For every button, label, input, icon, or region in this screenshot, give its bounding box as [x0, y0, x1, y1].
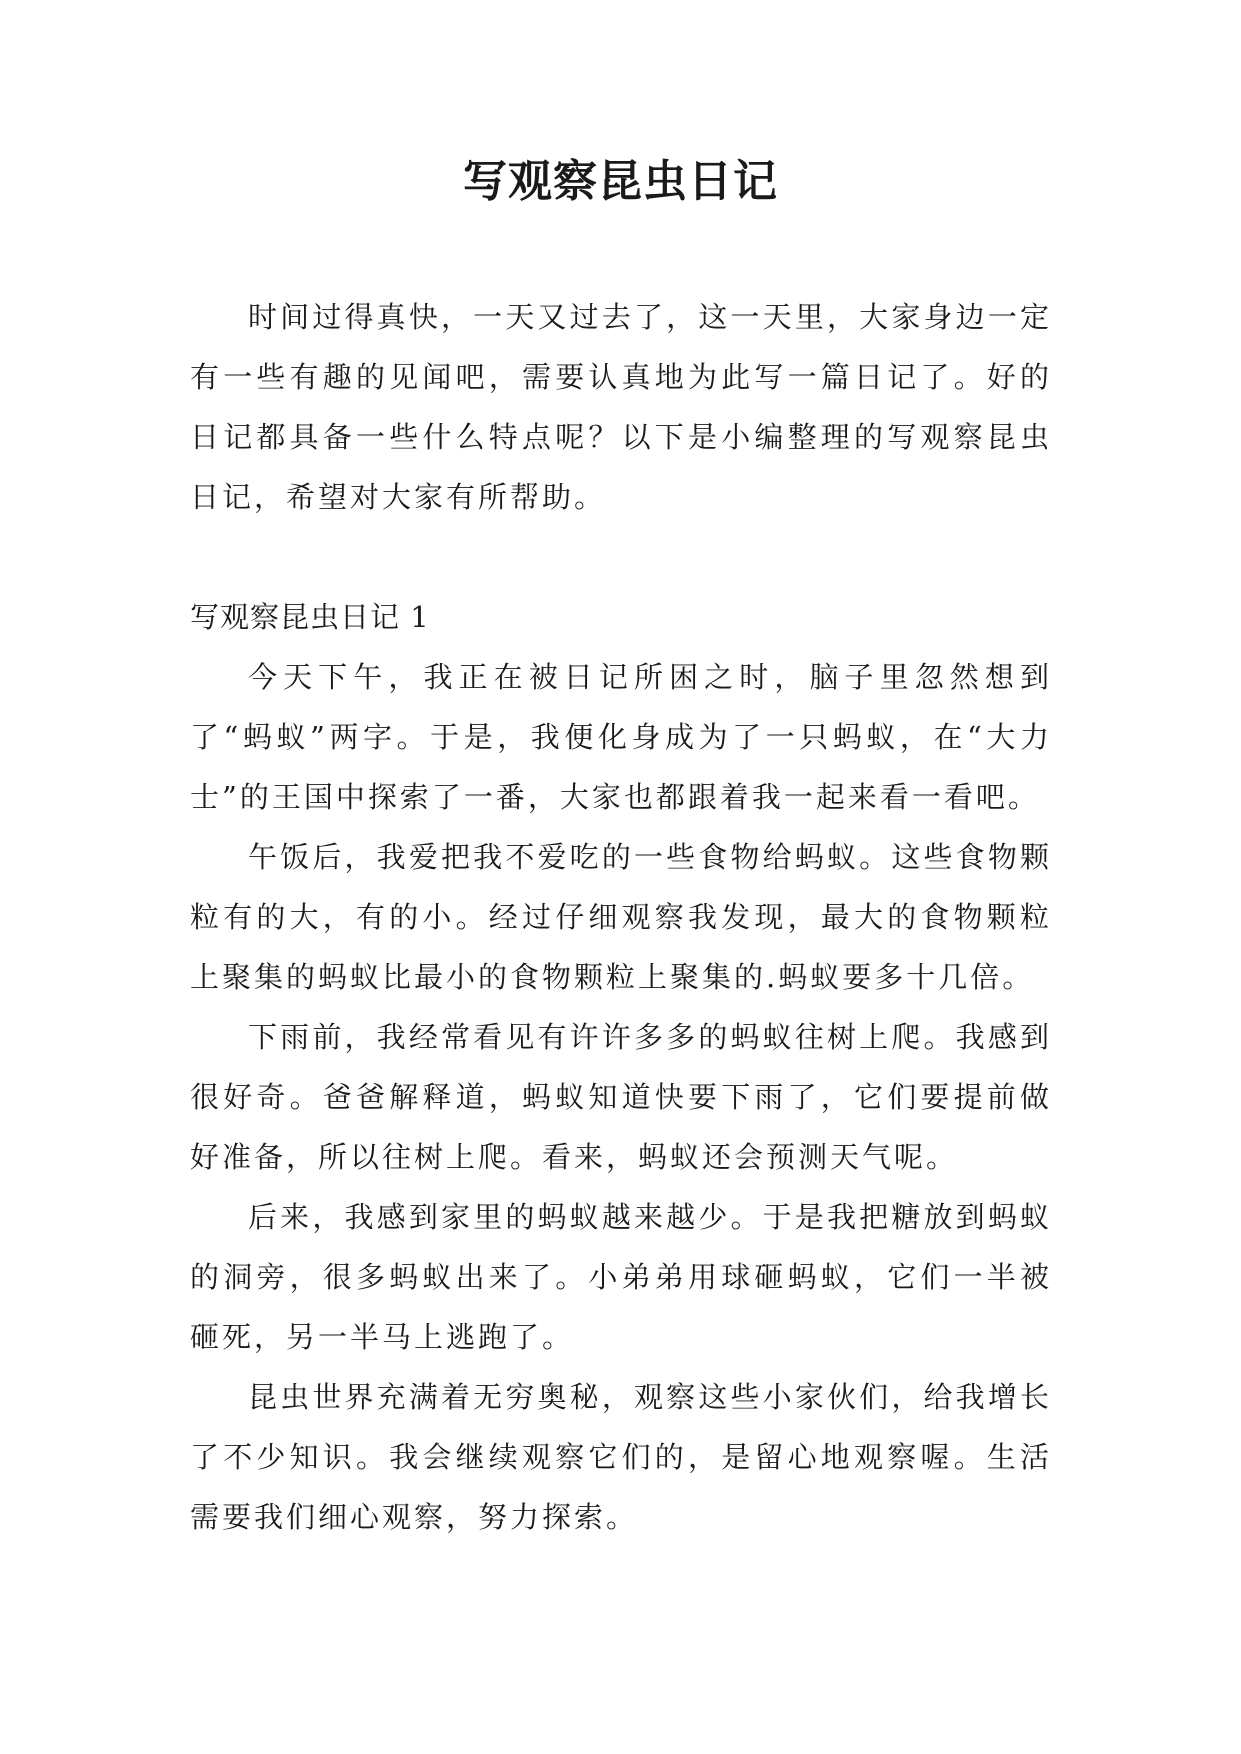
body-paragraph: 午饭后，我爱把我不爱吃的一些食物给蚂蚁。这些食物颗粒有的大，有的小。经过仔细观察我发现，最大的食物颗粒上聚集的蚂蚁比最小的食物颗粒上聚集的.蚂蚁要多十几倍。: [190, 840, 1052, 994]
body-paragraph: 今天下午，我正在被日记所困之时，脑子里忽然想到了“蚂蚁”两字。于是，我便化身成为了一只蚂蚁，在“大力士”的王国中探索了一番，大家也都跟着我一起来看一看吧。: [190, 660, 1052, 814]
body-paragraph: 昆虫世界充满着无穷奥秘，观察这些小家伙们，给我增长了不少知识。我会继续观察它们的，是留心地观察喔。生活需要我们细心观察，努力探索。: [190, 1380, 1052, 1534]
document-title: 写观察昆虫日记: [463, 156, 778, 207]
body-paragraph: 后来，我感到家里的蚂蚁越来越少。于是我把糖放到蚂蚁的洞旁，很多蚂蚁出来了。小弟弟用球砸蚂蚁，它们一半被砸死，另一半马上逃跑了。: [190, 1200, 1052, 1354]
body-paragraph: 下雨前，我经常看见有许许多多的蚂蚁往树上爬。我感到很好奇。爸爸解释道，蚂蚁知道快要下雨了，它们要提前做好准备，所以往树上爬。看来，蚂蚁还会预测天气呢。: [190, 1020, 1052, 1174]
section-heading: 写观察昆虫日记 1: [190, 600, 430, 634]
intro-paragraph: 时间过得真快，一天又过去了，这一天里，大家身边一定有一些有趣的见闻吧，需要认真地为此写一篇日记了。好的日记都具备一些什么特点呢？以下是小编整理的写观察昆虫日记，希望对大家有所帮助。: [190, 300, 1052, 514]
document-body: [190, 287, 1052, 1547]
